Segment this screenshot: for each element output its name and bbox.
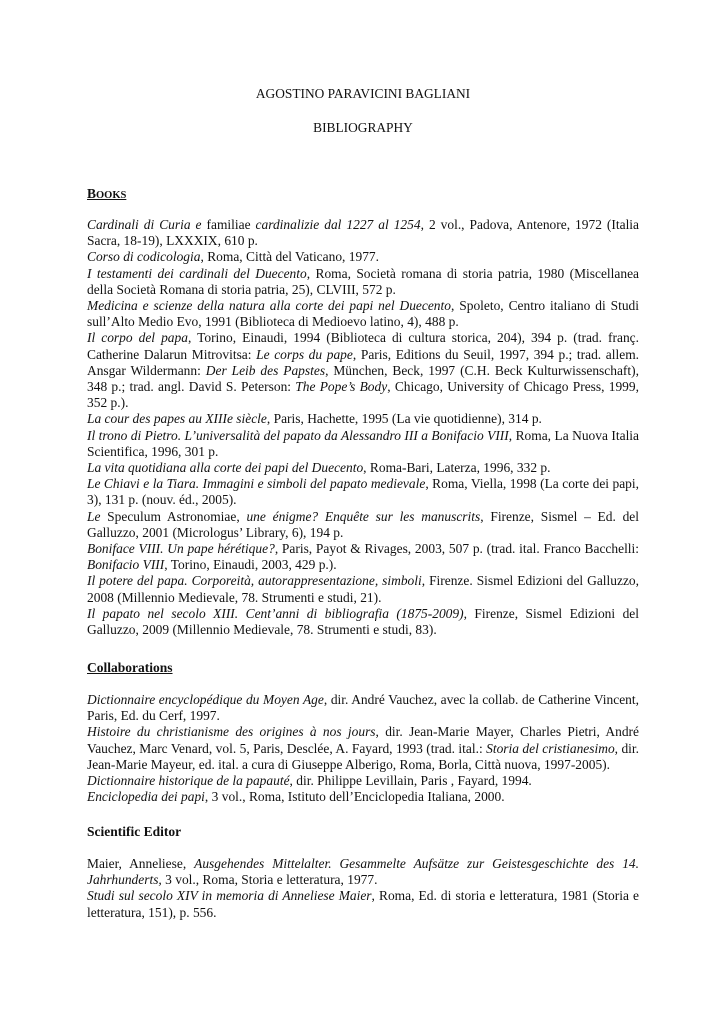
bibliography-entry: Il trono di Pietro. L’universalità del papato da Alessandro III a Bonifacio VIII, Roma, La Nuova Italia Scientifica, 1996, 301 p. [87, 427, 639, 459]
bibliography-entry: Cardinali di Curia e familiae cardinalizie dal 1227 al 1254, 2 vol., Padova, Antenore, 1972 (Italia Sacra, 18-19), LXXXIX, 610 p. [87, 217, 639, 249]
bibliography-entry: La cour des papes au XIIIe siècle, Paris, Hachette, 1995 (La vie quotidienne), 314 p. [87, 411, 542, 427]
bibliography-entry: Il corpo del papa, Torino, Einaudi, 1994 (Biblioteca di cultura storica, 204), 394 p. (trad. franç. Catherine Dalarun Mitrovitsa: Le corps du pape, Paris, Editions du Seuil, 1997, 394 p.; trad. allem. Ansgar Wildermann: Der Leib des Papstes, München, Beck, 1997 (C.H. Beck Kulturwissenschaft), 348 p.; trad. angl. David S. Peterson: The Pope’s Body, Chicago, University of Chicago Press, 1999, 352 p.). [87, 330, 640, 411]
author-name: AGOSTINO PARAVICINI BAGLIANI [255, 86, 471, 101]
bibliography-entry: Corso di codicologia, Roma, Città del Vaticano, 1977. [87, 249, 380, 265]
bibliography-entry: I testamenti dei cardinali del Duecento, Roma, Società romana di storia patria, 1980 (Miscellanea della Società Romana di storia patria, 25), CLVIII, 572 p. [87, 265, 640, 297]
collaborations-list [87, 692, 639, 805]
books-list [87, 217, 639, 638]
bibliography-entry: Dictionnaire historique de la papauté, dir. Philippe Levillain, Paris , Fayard, 1994. [87, 773, 532, 789]
bibliography-entry: Le Chiavi e la Tiara. Immagini e simboli del papato medievale, Roma, Viella, 1998 (La corte dei papi, 3), 131 p. (nouv. éd., 2005). [87, 476, 639, 508]
bibliography-entry: Studi sul secolo XIV in memoria di Anneliese Maier, Roma, Ed. di storia e letteratura, 1981 (Storia e letteratura, 151), p. 556. [87, 888, 639, 920]
bibliography-entry: Dictionnaire encyclopédique du Moyen Age, dir. André Vauchez, avec la collab. de Catherine Vincent, Paris, Ed. du Cerf, 1997. [87, 692, 639, 724]
bibliography-entry: Medicina e scienze della natura alla corte dei papi nel Duecento, Spoleto, Centro italiano di Studi sull’Alto Medio Evo, 1991 (Biblioteca di Medioevo latino, 4), 488 p. [87, 298, 639, 330]
bibliography-entry: Maier, Anneliese, Ausgehendes Mittelalter. Gesammelte Aufsätze zur Geistesgeschichte des 14. Jahrhunderts, 3 vol., Roma, Storia e letteratura, 1977. [87, 856, 639, 888]
books-heading-initial: B [87, 186, 97, 201]
bibliography-entry: Histoire du christianisme des origines à nos jours, dir. Jean-Marie Mayer, Charles Pietri, André Vauchez, Marc Venard, vol. 5, Paris, Desclée, A. Fayard, 1993 (trad. ital.: Storia del cristianesimo, dir. Jean-Marie Mayeur, ed. ital. a cura di Giuseppe Alberigo, Roma, Borla, Città nuova, 1997-2005). [87, 724, 640, 772]
bibliography-entry: Enciclopedia dei papi, 3 vol., Roma, Istituto dell’Enciclopedia Italiana, 2000. [87, 789, 505, 805]
scientific-editor-heading: Scientific Editor [87, 824, 182, 839]
bibliography-entry: Il potere del papa. Corporeità, autorappresentazione, simboli, Firenze. Sismel Edizioni del Galluzzo, 2008 (Millennio Medievale, 78. Strumenti e studi, 21). [87, 573, 639, 605]
books-heading-rest: OOKS [96, 190, 127, 201]
bibliography-entry: Le Speculum Astronomiae, une énigme? Enquête sur les manuscrits, Firenze, Sismel – Ed. del Galluzzo, 2001 (Micrologus’ Library, 6), 194 p. [87, 508, 639, 540]
books-heading [87, 186, 126, 202]
bibliography-entry: La vita quotidiana alla corte dei papi del Duecento, Roma-Bari, Laterza, 1996, 332 p. [87, 460, 551, 476]
document-title: BIBLIOGRAPHY [313, 120, 413, 135]
bibliography-entry: Il papato nel secolo XIII. Cent’anni di bibliografia (1875-2009), Firenze, Sismel Edizioni del Galluzzo, 2009 (Millennio Medievale, 78. Strumenti e studi, 83). [87, 605, 640, 638]
bibliography-entry: Boniface VIII. Un pape hérétique?, Paris, Payot & Rivages, 2003, 507 p. (trad. ital. Franco Bacchelli: Bonifacio VIII, Torino, Einaudi, 2003, 429 p.). [87, 541, 639, 573]
scientific-editor-list [87, 856, 639, 921]
collaborations-heading: Collaborations [87, 660, 173, 675]
